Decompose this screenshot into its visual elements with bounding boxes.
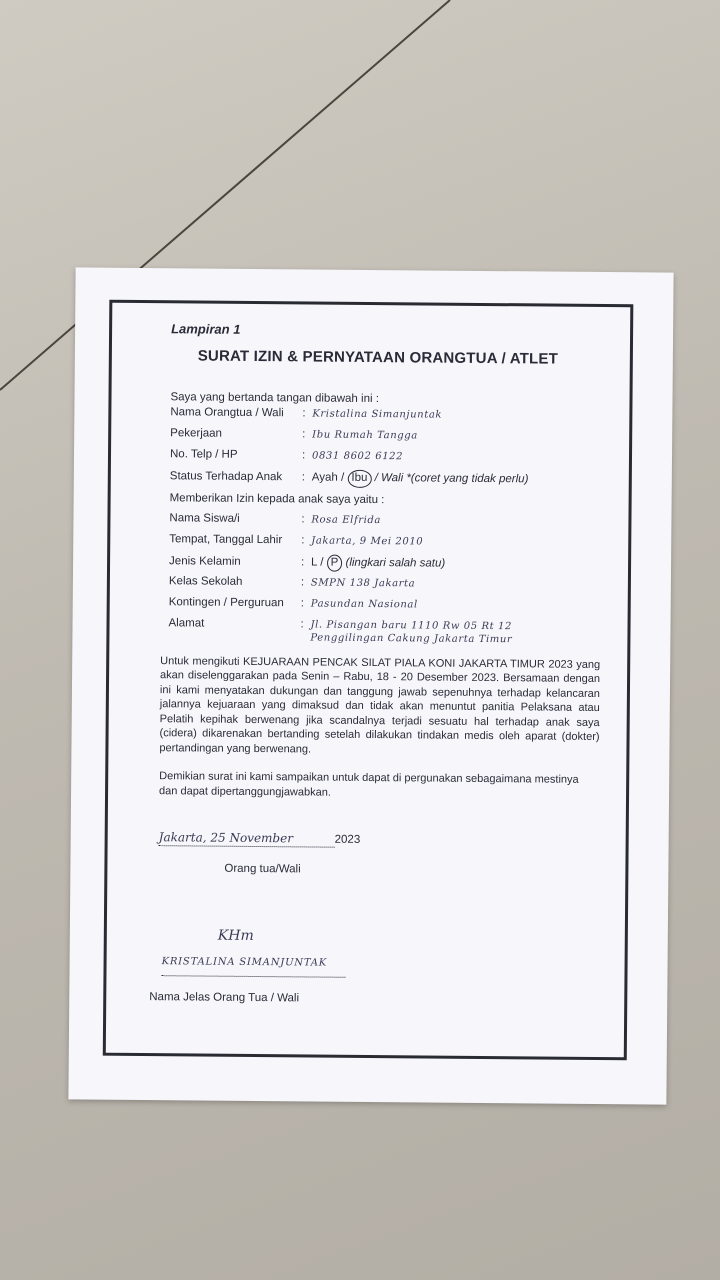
signer-name-caption: Nama Jelas Orang Tua / Wali [149, 990, 300, 1004]
field-occupation: Pekerjaan : Ibu Rumah Tangga [170, 427, 602, 452]
permission-letter-paper [68, 267, 673, 1104]
field-label: Alamat [168, 617, 205, 630]
closing-paragraph: Demikian surat ini kami sampaikan untuk dapat di pergunakan sebagaimana mestinya dan dapat dipertanggungjawabkan. [159, 770, 579, 799]
signature: KHm [217, 927, 254, 945]
intro-text: Saya yang bertanda tangan dibawah ini : [170, 391, 379, 405]
document-body [127, 318, 603, 1009]
field-label: Kontingen / Perguruan [168, 596, 284, 610]
field-value: Ayah / Ibu / Wali *(coret yang tidak perlu) [312, 470, 602, 490]
field-address: Alamat : Jl. Pisangan baru 1110 Rw 05 Rt 12 Penggilingan Cakung Jakarta Timur [168, 616, 600, 648]
address-line-2: Penggilingan Cakung Jakarta Timur [310, 632, 513, 646]
field-birth: Tempat, Tanggal Lahir : Jakarta, 9 Mei 2010 [169, 532, 601, 557]
field-label: Pekerjaan [170, 427, 223, 441]
field-value: Pasundan Nasional [310, 598, 418, 611]
address-line-1: Jl. Pisangan baru 1110 Rw 05 Rt 12 [310, 619, 512, 633]
field-label: No. Telp / HP [169, 448, 238, 462]
signer-role: Orang tua/Wali [224, 862, 301, 876]
field-gender: Jenis Kelamin : L / P (lingkari salah satu) [169, 553, 601, 578]
field-value: Jakarta, 9 Mei 2010 [311, 535, 424, 548]
field-label: Nama Siswa/i [169, 512, 240, 525]
give-permission-text: Memberikan Izin kepada anak saya yaitu : [169, 492, 385, 507]
field-value: Rosa Elfrida [311, 514, 382, 526]
field-status: Status Terhadap Anak : Ayah / Ibu / Wali *(coret yang tidak perlu) [170, 469, 602, 494]
status-selected-circle: Ibu [347, 470, 371, 488]
field-value [310, 618, 600, 648]
statement-paragraph: Untuk mengikuti KEJUARAAN PENCAK SILAT PIALA KONI JAKARTA TIMUR 2023 yang akan diselenggarakan pada Senin – Rabu, 18 - 20 Desember 2023. Bersamaan dengan ini kami menyatakan dukungan dan tanggung jawab sepenuhnya terhadap kelancaran jalannya kejuaraan yang dimaksud dan tidak akan menuntut panitia Pelaksana atau Pelatih kepihak berwenang jika scandalnya terjadi sesuatu hal terhadap anak saya (cidera) dikarenakan bertanding setelah dilakukan tindakan medis oleh aparat (dokter) pertandingan yang berwenang. [159, 654, 601, 756]
field-child-name: Nama Siswa/i : Rosa Elfrida [169, 511, 601, 536]
field-label: Kelas Sekolah [168, 575, 243, 588]
field-value: Kristalina Simanjuntak [312, 408, 443, 421]
lampiran-label: Lampiran 1 [171, 321, 241, 337]
date-year: 2023 [334, 833, 361, 847]
handwritten-date: Jakarta, 25 November [159, 829, 335, 848]
field-value: 0831 8602 6122 [311, 450, 404, 463]
signer-name: KRISTALINA SIMANJUNTAK [161, 955, 345, 977]
date-line [159, 829, 599, 850]
field-phone: No. Telp / HP : 0831 8602 6122 [170, 448, 602, 473]
field-contingent: Kontingen / Perguruan : Pasundan Nasional [169, 595, 601, 620]
field-value: L / P (lingkari salah satu) [311, 554, 601, 574]
field-label: Nama Orangtua / Wali [170, 406, 284, 420]
field-label: Tempat, Tanggal Lahir [169, 533, 283, 547]
field-label: Status Terhadap Anak [169, 470, 283, 484]
field-parent-name: Nama Orangtua / Wali : Kristalina Simanjuntak [170, 406, 602, 431]
document-title: SURAT IZIN & PERNYATAAN ORANGTUA / ATLET [197, 347, 559, 368]
field-label: Jenis Kelamin [169, 555, 241, 568]
field-value: SMPN 138 Jakarta [310, 577, 416, 590]
gender-selected-circle: P [327, 554, 343, 572]
field-value: Ibu Rumah Tangga [312, 429, 418, 442]
field-school: Kelas Sekolah : SMPN 138 Jakarta [169, 574, 601, 599]
